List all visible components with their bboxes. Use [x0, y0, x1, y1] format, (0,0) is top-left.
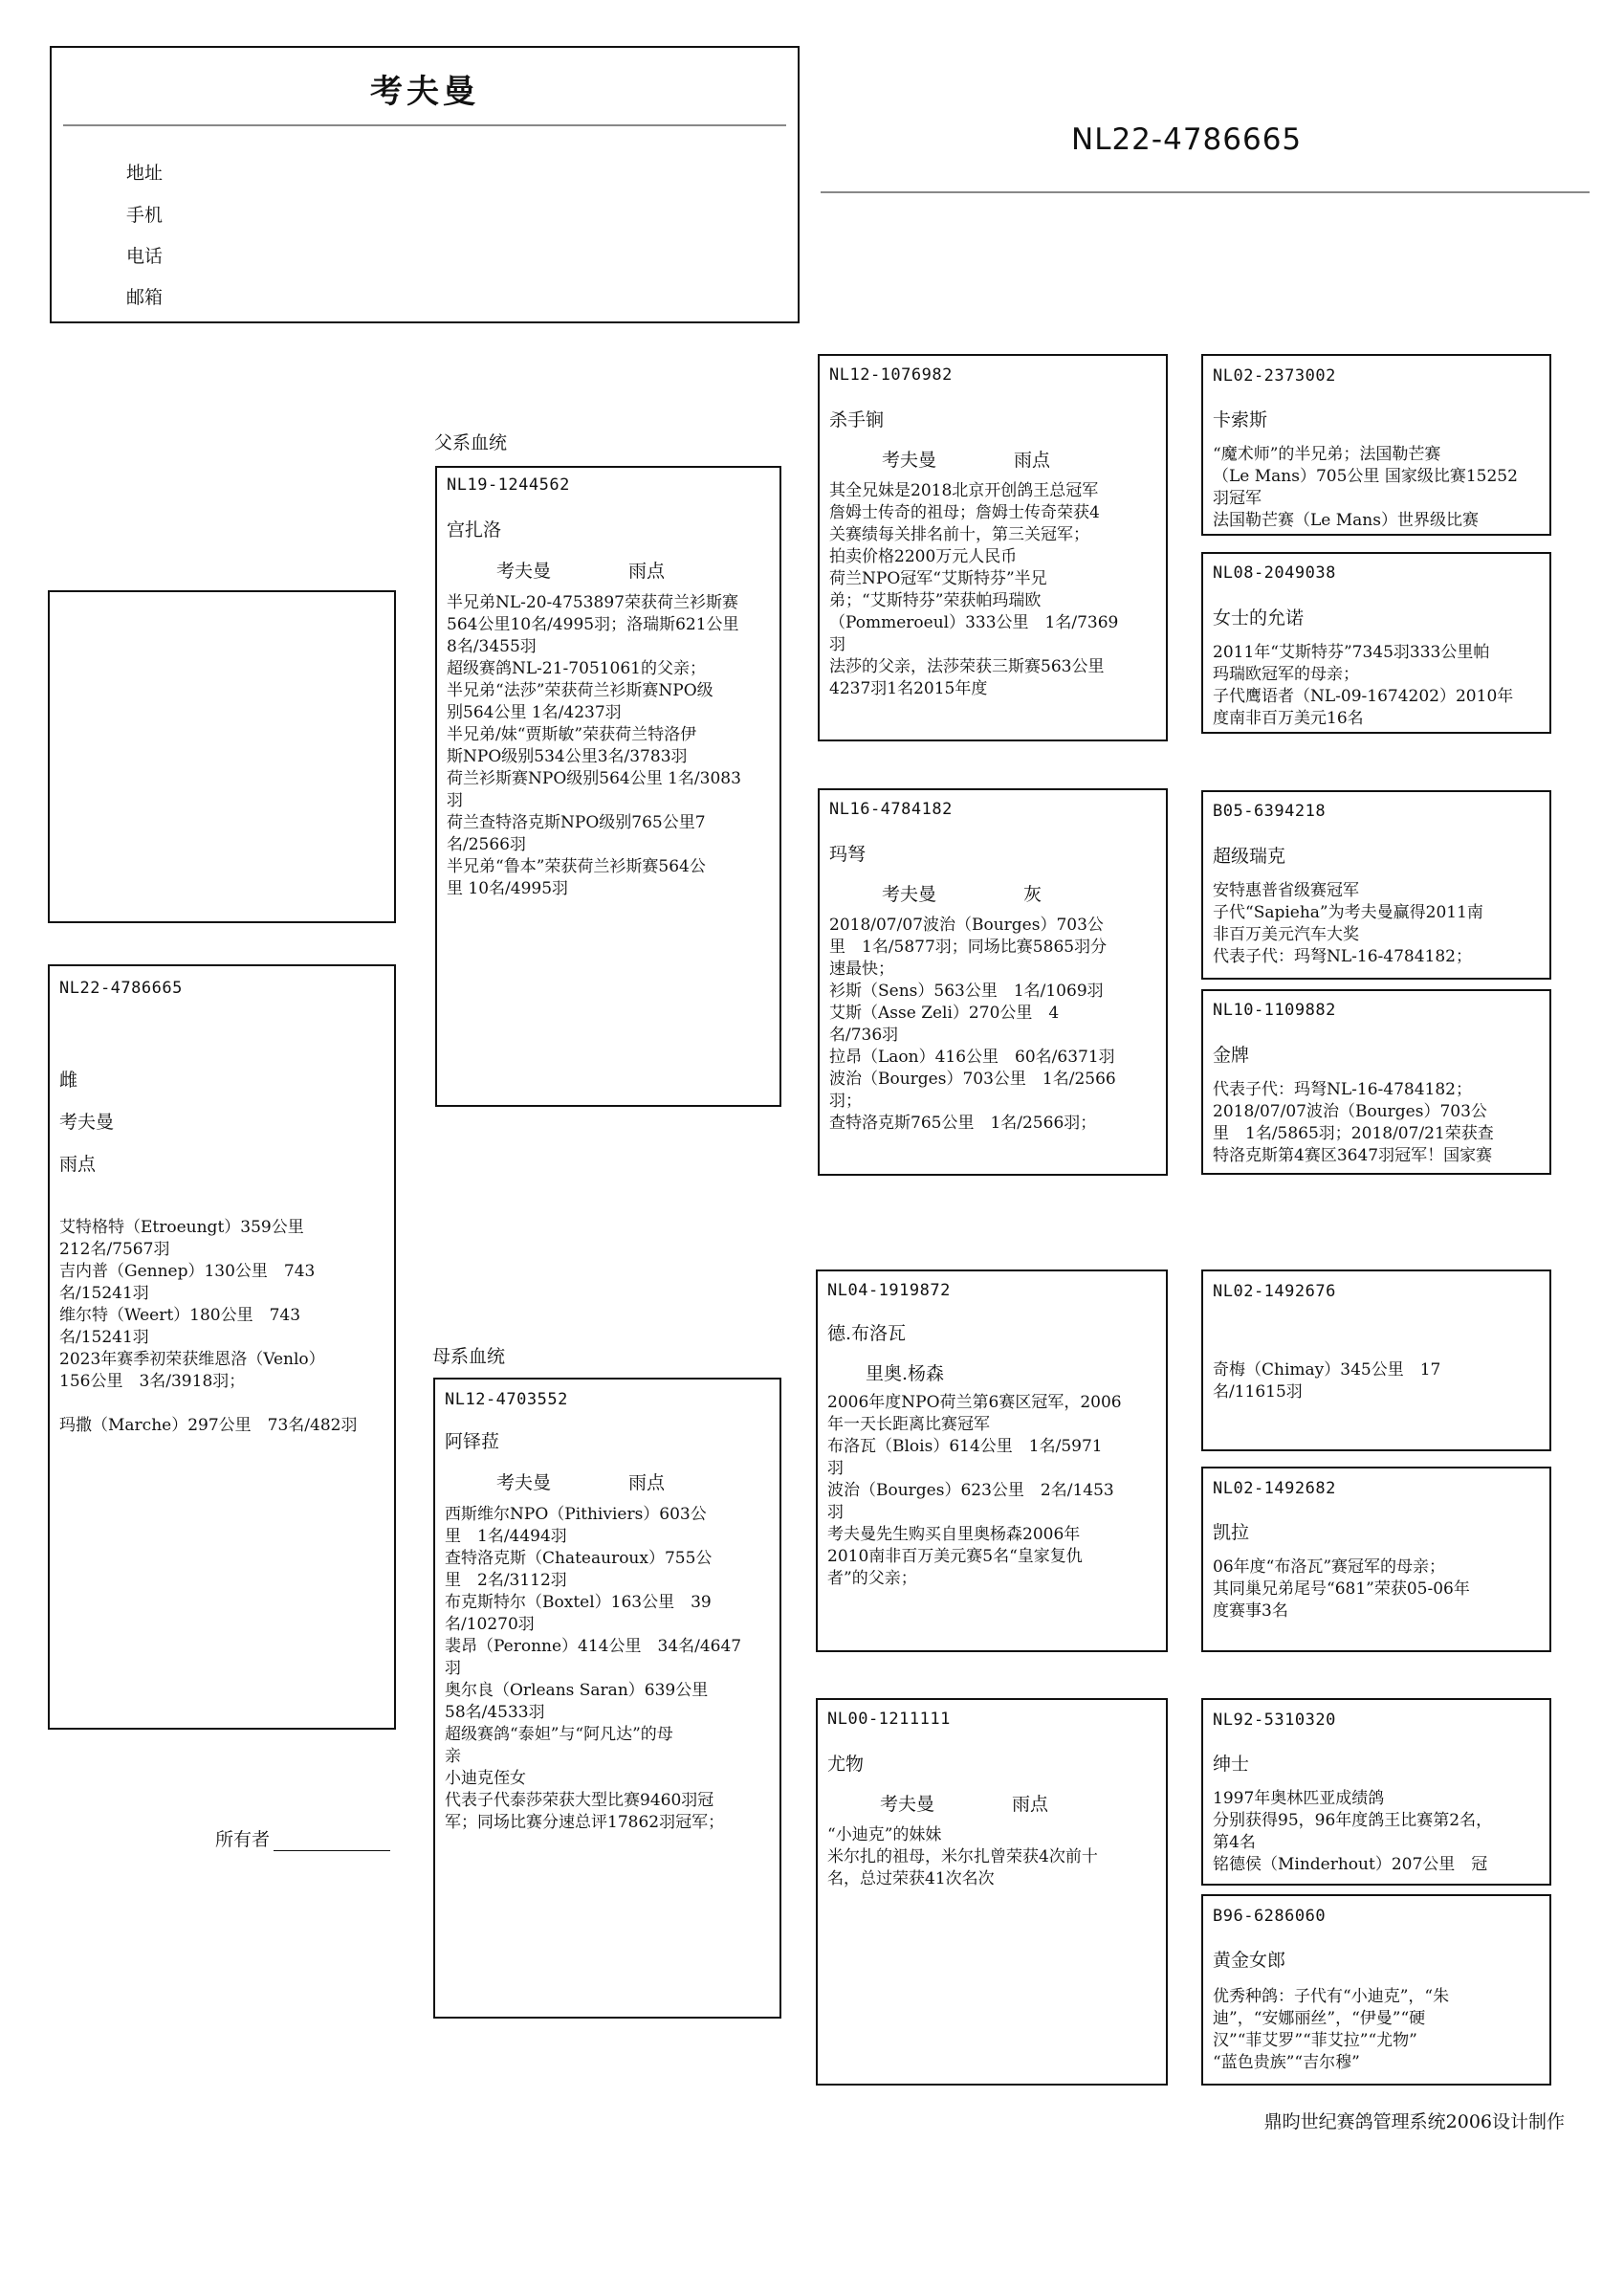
gen3-name: 杀手锏	[829, 409, 885, 430]
sire-box	[435, 466, 781, 1107]
gen3-breeder: 考夫曼	[882, 450, 937, 471]
subject-ring: NL22-4786665	[59, 979, 183, 998]
gen4-ring: B05-6394218	[1213, 802, 1327, 821]
gen4-notes: “魔术师”的半兄弟；法国勒芒赛 （Le Mans）705公里 国家级比赛15252 羽冠军 法国勒芒赛（Le Mans）世界级比赛	[1213, 445, 1518, 530]
maternal-label: 母系血统	[432, 1346, 506, 1367]
gen4-box	[1201, 1698, 1551, 1886]
gen3-box	[816, 1269, 1168, 1652]
gen4-name: 金牌	[1213, 1045, 1250, 1066]
gen3-color: 雨点	[1012, 1794, 1049, 1815]
gen4-box	[1201, 552, 1551, 734]
gen3-breeder: 里奥.杨森	[866, 1363, 945, 1384]
subject-box	[48, 964, 396, 1730]
gen4-ring: NL02-1492676	[1213, 1282, 1336, 1301]
gen3-breeder: 考夫曼	[882, 884, 937, 905]
gen4-ring: B96-6286060	[1213, 1907, 1327, 1926]
gen3-box	[818, 354, 1168, 741]
photo-box	[48, 590, 396, 923]
footer-credit: 鼎昀世纪赛鸽管理系统2006设计制作	[1263, 2111, 1565, 2132]
gen3-notes: 2006年度NPO荷兰第6赛区冠军，2006 年一天长距离比赛冠军 布洛瓦（Blois）614公里 1名/5971 羽 波治（Bourges）623公里 2名/1453 羽 考夫曼先生购买自里奥杨森2006年 2010南非百万美元赛5名“皇家复仇 者”的父亲；	[827, 1393, 1122, 1588]
subject-sex: 雌	[59, 1070, 78, 1091]
gen4-box	[1201, 790, 1551, 980]
gen4-name: 超级瑞克	[1213, 846, 1286, 867]
sire-color: 雨点	[628, 561, 666, 582]
gen3-ring: NL12-1076982	[829, 365, 953, 385]
gen4-notes: 2011年“艾斯特芬”7345羽333公里帕 玛瑞欧冠军的母亲； 子代鹰语者（NL-09-1674202）2010年 度南非百万美元16名	[1213, 643, 1514, 728]
gen4-notes: 06年度“布洛瓦”赛冠军的母亲； 其同巢兄弟尾号“681”荣获05-06年 度赛事3名	[1213, 1557, 1470, 1621]
gen4-name: 女士的允诺	[1213, 607, 1305, 629]
gen4-box	[1201, 1467, 1551, 1652]
sire-breeder: 考夫曼	[496, 561, 552, 582]
header-ring-number: NL22-4786665	[1071, 122, 1303, 157]
subject-notes: 艾特格特（Etroeungt）359公里 212名/7567羽 吉内普（Gennep）130公里 743 名/15241羽 维尔特（Weert）180公里 743 名/15241羽 2023年赛季初荣获维恩洛（Venlo） 156公里 3名/3918羽； 玛撒（Marche）297公里 73名/482羽	[59, 1218, 358, 1435]
gen4-notes: 安特惠普省级赛冠军 子代“Sapieha”为考夫曼赢得2011南 非百万美元汽车大奖 代表子代：玛弩NL-16-4784182；	[1213, 881, 1483, 966]
gen3-notes: 其全兄妹是2018北京开创鸽王总冠军 詹姆士传奇的祖母；詹姆士传奇荣获4 关赛绩每关排名前十，第三关冠军； 拍卖价格2200万元人民币 荷兰NPO冠军“艾斯特芬”半兄 弟；“艾斯特芬”荣获帕玛瑞欧 （Pommeroeul）333公里 1名/7369 羽 法莎的父亲，法莎荣获三斯赛563公里 4237羽1名2015年度	[829, 481, 1119, 698]
gen3-notes: “小迪克”的妹妹 米尔扎的祖母，米尔扎曾荣获4次前十 名，总过荣获41次名次	[827, 1825, 1098, 1888]
gen3-name: 玛弩	[829, 844, 867, 865]
owner-signature	[215, 1825, 390, 1851]
gen4-notes: 奇梅（Chimay）345公里 17 名/11615羽	[1213, 1360, 1441, 1402]
gen3-color: 灰	[1023, 884, 1042, 905]
dam-ring: NL12-4703552	[445, 1390, 568, 1409]
gen3-name: 尤物	[827, 1754, 865, 1775]
subject-color: 雨点	[59, 1154, 97, 1175]
gen3-name: 德.布洛瓦	[827, 1323, 907, 1344]
gen4-name: 凯拉	[1213, 1522, 1250, 1543]
paternal-label: 父系血统	[434, 432, 508, 453]
header-divider	[821, 191, 1590, 193]
gen3-notes: 2018/07/07波治（Bourges）703公 里 1名/5877羽；同场比赛5865羽分 速最快； 衫斯（Sens）563公里 1名/1069羽 艾斯（Asse Zeli）270公里 4 名/736羽 拉昂（Laon）416公里 60名/6371羽 波治（Bourges）703公里 1名/2566 羽； 查特洛克斯765公里 1名/2566羽；	[829, 916, 1116, 1133]
email-label: 邮箱	[126, 287, 164, 308]
gen4-name: 绅士	[1213, 1754, 1250, 1775]
dam-name: 阿铎菈	[445, 1431, 500, 1452]
sire-name: 宫扎洛	[447, 519, 502, 541]
owner-divider	[63, 124, 786, 126]
gen4-ring: NL02-2373002	[1213, 366, 1336, 386]
gen4-box	[1201, 1894, 1551, 2086]
gen4-ring: NL08-2049038	[1213, 563, 1336, 583]
gen4-ring: NL92-5310320	[1213, 1711, 1336, 1730]
address-label: 地址	[126, 163, 164, 184]
gen4-notes: 1997年奥林匹亚成绩鸽 分别获得95，96年度鸽王比赛第2名， 第4名 铭德侯（Minderhout）207公里 冠	[1213, 1789, 1493, 1874]
dam-notes: 西斯维尔NPO（Pithiviers）603公 里 1名/4494羽 查特洛克斯（Chateauroux）755公 里 2名/3112羽 布克斯特尔（Boxtel）163公里 39 名/10270羽 裴昂（Peronne）414公里 34名/4647 羽 奥尔良（Orleans Saran）639公里 58名/4533羽 超级赛鸽“泰妲”与“阿凡达”的母 亲 小迪克侄女 代表子代泰莎荣获大型比赛9460羽冠 军；同场比赛分速总评17862羽冠军；	[445, 1505, 742, 1832]
dam-color: 雨点	[628, 1472, 666, 1493]
sire-notes: 半兄弟NL-20-4753897荣获荷兰衫斯赛 564公里10名/4995羽；洛瑞斯621公里 8名/3455羽 超级赛鸽NL-21-7051061的父亲； 半兄弟“法莎”荣获荷兰衫斯赛NPO级 别564公里 1名/4237羽 半兄弟/妹“贾斯敏”荣获荷兰特洛伊 斯NPO级别534公里3名/3783羽 荷兰衫斯赛NPO级别564公里 1名/3083 羽 荷兰查特洛克斯NPO级别765公里7 名/2566羽 半兄弟“鲁本”荣获荷兰衫斯赛564公 里 10名/4995羽	[447, 593, 741, 898]
phone-label: 电话	[126, 246, 164, 267]
gen3-ring: NL00-1211111	[827, 1710, 951, 1729]
gen4-name: 卡索斯	[1213, 409, 1268, 430]
gen4-name: 黄金女郎	[1213, 1950, 1286, 1971]
gen3-ring: NL04-1919872	[827, 1281, 951, 1300]
subject-breeder: 考夫曼	[59, 1112, 115, 1133]
gen4-notes: 优秀种鸽：子代有“小迪克”，“朱 迪”，“安娜丽丝”，“伊曼”“硬 汉”“菲艾罗”“菲艾拉”“尤物” “蓝色贵族”“吉尔穆”	[1213, 1987, 1450, 2072]
dam-box	[433, 1378, 781, 2019]
dam-breeder: 考夫曼	[496, 1472, 552, 1493]
gen4-box	[1201, 354, 1551, 536]
owner-signature-label: 所有者	[215, 1829, 271, 1850]
gen4-ring: NL10-1109882	[1213, 1001, 1336, 1020]
gen4-ring: NL02-1492682	[1213, 1479, 1336, 1498]
gen3-breeder: 考夫曼	[880, 1794, 935, 1815]
owner-signature-line	[274, 1833, 390, 1851]
gen4-box	[1201, 1269, 1551, 1451]
owner-name: 考夫曼	[370, 73, 479, 111]
gen4-notes: 代表子代：玛弩NL-16-4784182； 2018/07/07波治（Bourges）703公 里 1名/5865羽；2018/07/21荣获查 特洛克斯第4赛区3647羽冠军！国家赛	[1213, 1080, 1494, 1165]
gen3-box	[818, 788, 1168, 1176]
mobile-label: 手机	[126, 205, 164, 226]
owner-box	[50, 46, 800, 323]
gen3-color: 雨点	[1014, 450, 1051, 471]
gen4-box	[1201, 989, 1551, 1175]
gen3-box	[816, 1698, 1168, 2086]
gen3-ring: NL16-4784182	[829, 800, 953, 819]
sire-ring: NL19-1244562	[447, 475, 570, 495]
